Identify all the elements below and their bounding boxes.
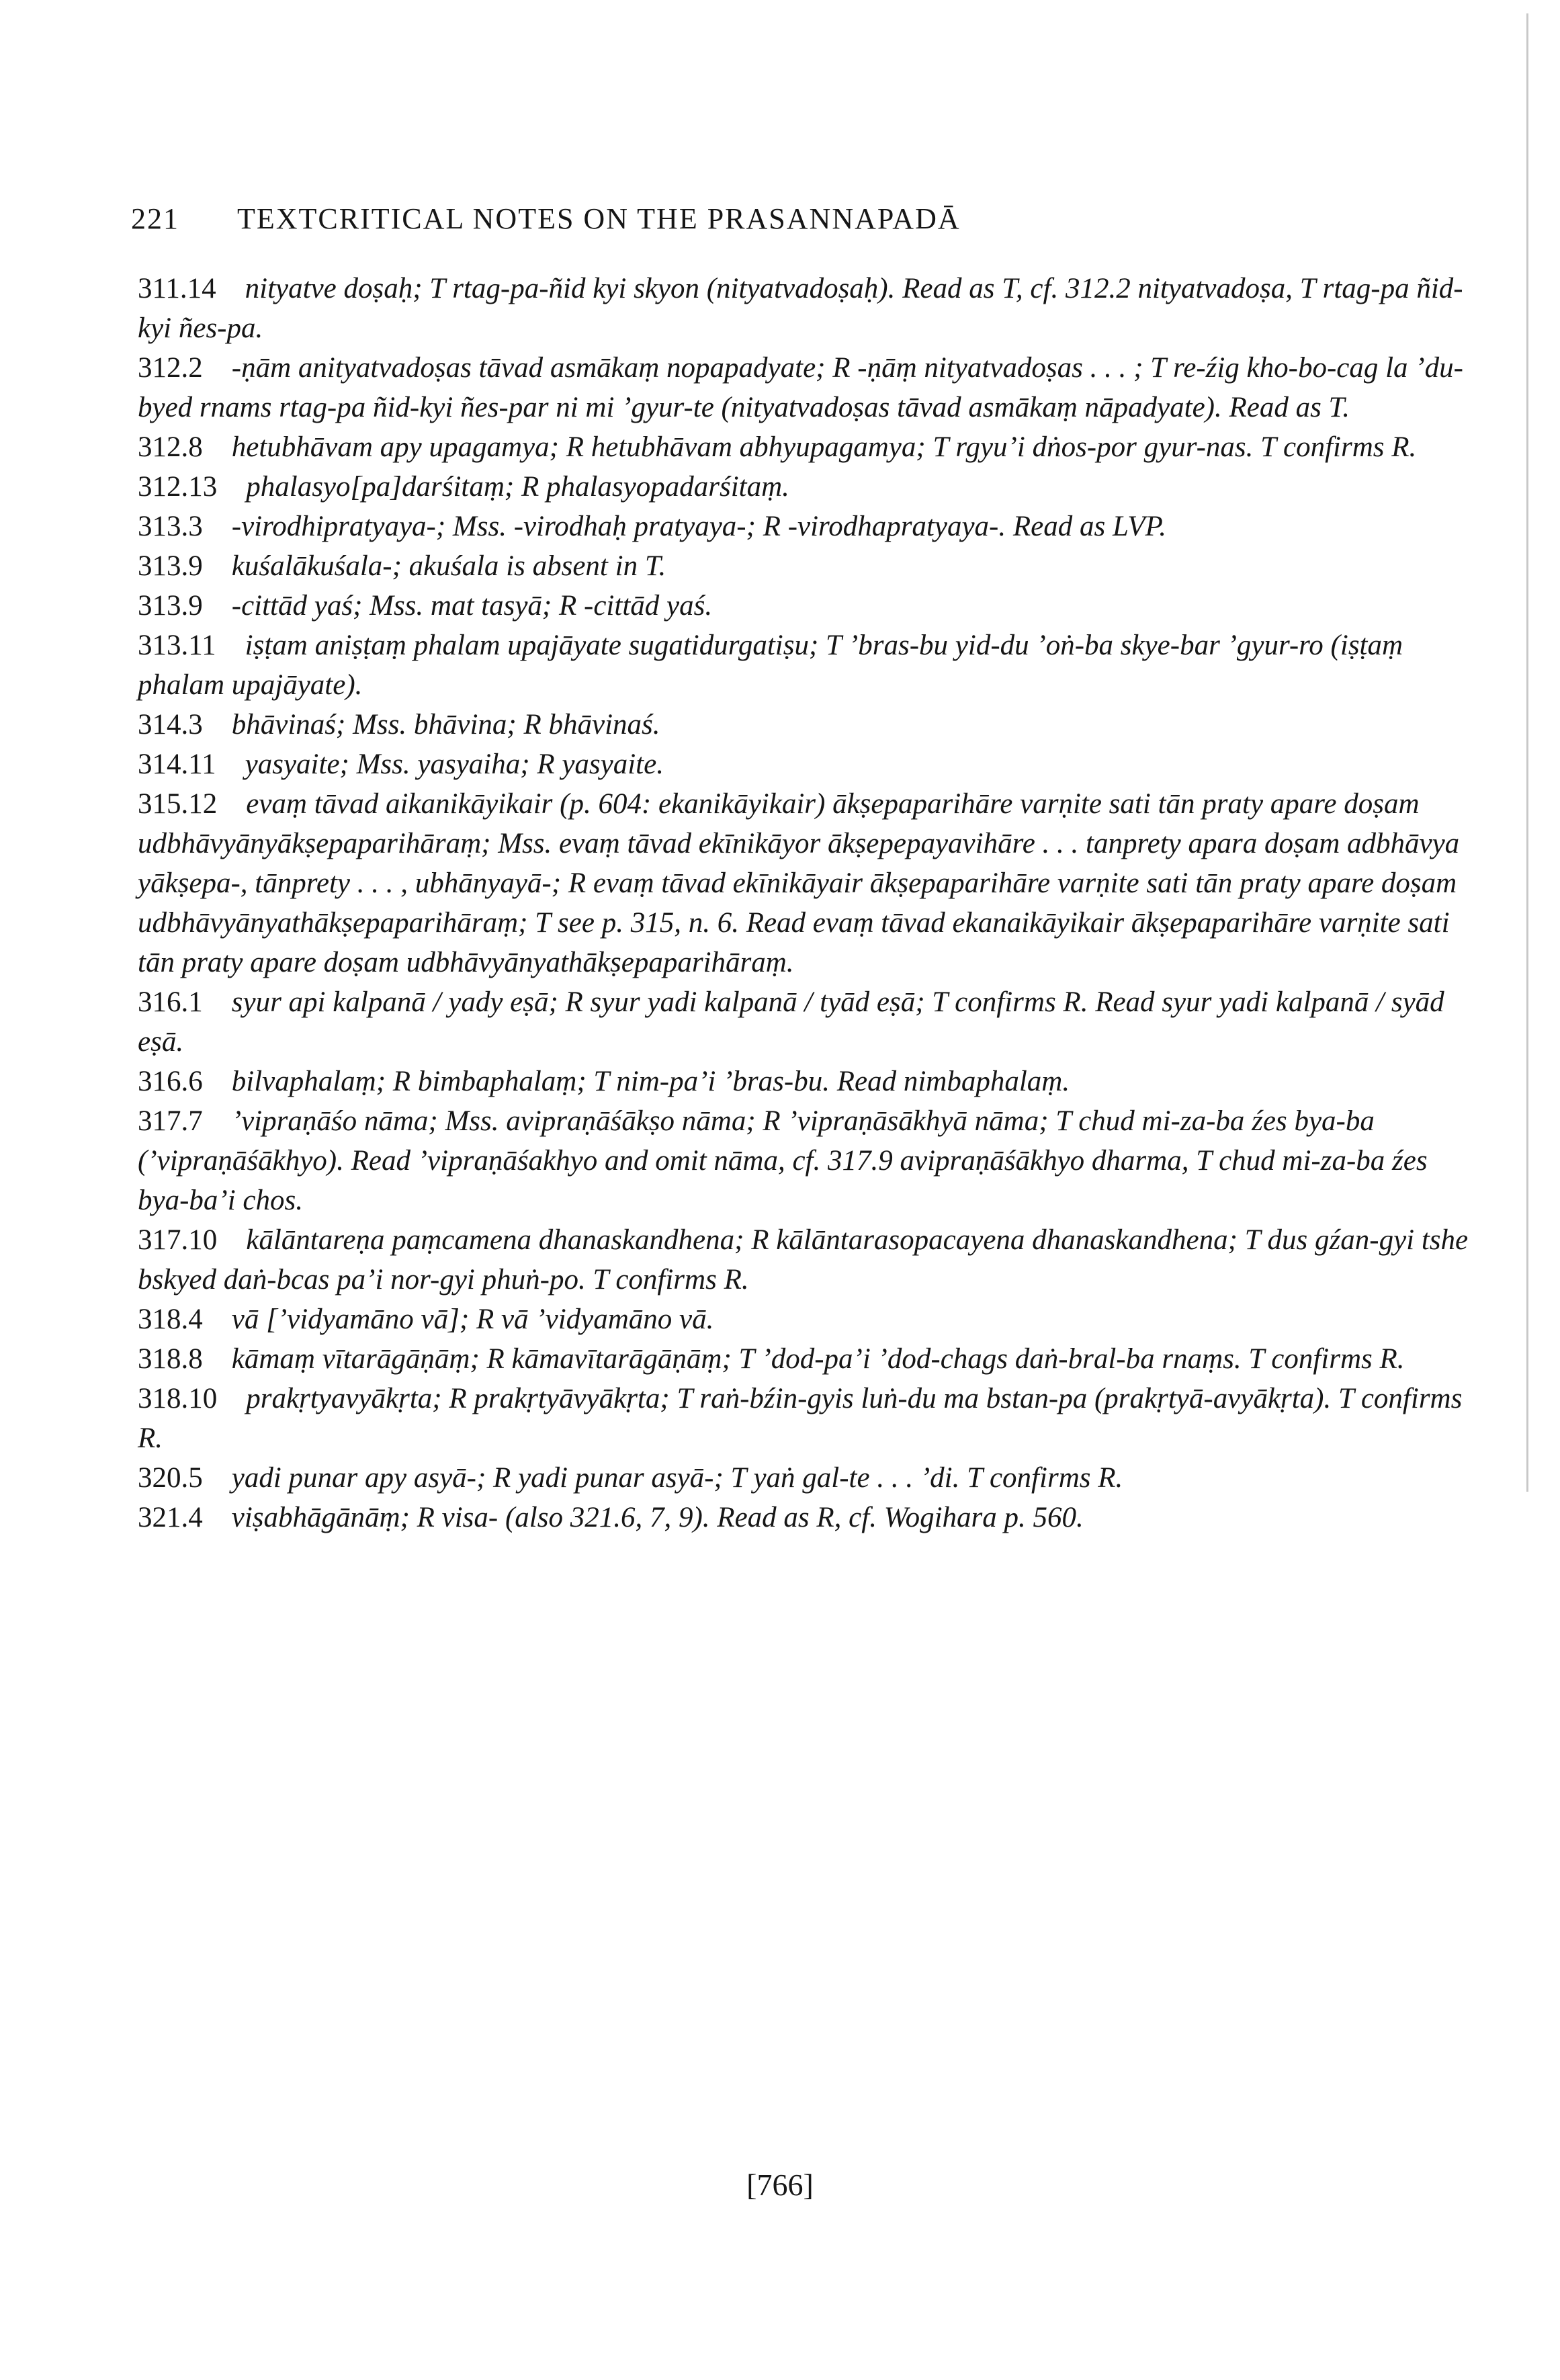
note-location: 312.8	[138, 431, 203, 463]
note-text: hetubhāvam apy upagamya; R hetubhāvam abhyupagamya; T rgyu’i dṅos-por gyur-nas. T confirms R.	[231, 431, 1417, 463]
note-location: 313.11	[138, 630, 216, 661]
note-location: 314.3	[138, 709, 203, 740]
note-text: syur api kalpanā / yady eṣā; R syur yadi kalpanā / tyād eṣā; T confirms R. Read syur yadi kalpanā / syād eṣā.	[138, 986, 1444, 1058]
note-location: 312.13	[138, 471, 218, 503]
note-location: 317.10	[138, 1224, 218, 1256]
scan-edge-line	[1526, 13, 1528, 1492]
note-entry	[138, 626, 1475, 705]
note-location: 313.3	[138, 511, 203, 542]
note-text: -cittād yaś; Mss. mat tasyā; R -cittād yaś.	[231, 590, 713, 622]
note-text: phalasyo[pa]darśitaṃ; R phalasyopadarśitaṃ.	[246, 471, 789, 503]
note-location: 321.4	[138, 1502, 203, 1533]
note-text: iṣṭam aniṣṭaṃ phalam upajāyate sugatidurgatiṣu; T ’bras-bu yid-du ’oṅ-ba skye-bar ’gyur-ro (iṣṭaṃ phalam upajāyate).	[138, 630, 1403, 701]
note-text: evaṃ tāvad aikanikāyikair (p. 604: ekanikāyikair) ākṣepaparihāre varṇite sati tān praty apare doṣam udbhāvyānyākṣepaparihāraṃ; Mss. evaṃ tāvad ekīnikāyor ākṣepepayavihāre . . . tanprety apara doṣam adbhāvya yākṣepa-, tānprety . . . , ubhānyayā-; R evaṃ tāvad ekīnikāyair ākṣepaparihāre varṇite sati tān praty apare doṣam udbhāvyānyathākṣepaparihāraṃ; T see p. 315, n. 6. Read evaṃ tāvad ekanaikāyikair ākṣepaparihāre varṇite sati tān praty apare doṣam udbhāvyānyathākṣepaparihāraṃ.	[138, 788, 1460, 978]
note-entry	[138, 467, 1475, 507]
note-entry	[138, 546, 1475, 586]
note-location: 316.1	[138, 986, 203, 1018]
note-location: 315.12	[138, 788, 218, 820]
page-number: 221	[131, 202, 179, 235]
note-text: bhāvinaś; Mss. bhāvina; R bhāvinaś.	[231, 709, 660, 740]
note-location: 311.14	[138, 273, 216, 304]
note-entry	[138, 745, 1475, 784]
note-entry	[138, 705, 1475, 745]
note-entry	[138, 1220, 1475, 1300]
note-entry	[138, 1339, 1475, 1379]
note-text: yadi punar apy asyā-; R yadi punar asyā-; T yaṅ gal-te . . . ’di. T confirms R.	[231, 1462, 1123, 1494]
note-text: prakṛtyavyākṛta; R prakṛtyāvyākṛta; T raṅ-bźin-gyis luṅ-du ma bstan-pa (prakṛtyā-avyākṛta). T confirms R.	[138, 1383, 1463, 1454]
note-entry	[138, 586, 1475, 626]
note-text: nityatve doṣaḥ; T rtag-pa-ñid kyi skyon (nityatvadoṣaḥ). Read as T, cf. 312.2 nityatvadoṣa, T rtag-pa ñid-kyi ñes-pa.	[138, 273, 1463, 344]
note-entry	[138, 982, 1475, 1062]
note-text: -virodhipratyaya-; Mss. -virodhaḥ pratyaya-; R -virodhapratyaya-. Read as LVP.	[231, 511, 1167, 542]
note-location: 312.2	[138, 352, 203, 384]
note-location: 314.11	[138, 749, 216, 780]
note-entry	[138, 1458, 1475, 1498]
running-title: TEXTCRITICAL NOTES ON THE PRASANNAPADĀ	[237, 202, 961, 235]
note-text: ’vipraṇāśo nāma; Mss. avipraṇāśākṣo nāma; R ’vipraṇāsākhyā nāma; T chud mi-za-ba źes bya-ba (’vipraṇāśākhyo). Read ’vipraṇāśakhyo and omit nāma, cf. 317.9 avipraṇāśākhyo dharma, T chud mi-za-ba źes bya-ba’i chos.	[138, 1105, 1428, 1216]
note-text: yasyaite; Mss. yasyaiha; R yasyaite.	[245, 749, 664, 780]
note-text: bilvaphalaṃ; R bimbaphalaṃ; T nim-pa’i ’bras-bu. Read nimbaphalaṃ.	[231, 1066, 1070, 1097]
notes-body	[138, 269, 1475, 1537]
note-location: 316.6	[138, 1066, 203, 1097]
note-location: 318.10	[138, 1383, 218, 1414]
note-location: 318.8	[138, 1343, 203, 1375]
note-entry	[138, 1062, 1475, 1101]
note-entry	[138, 1300, 1475, 1339]
note-location: 313.9	[138, 550, 203, 582]
note-text: kuśalākuśala-; akuśala is absent in T.	[231, 550, 666, 582]
note-text: vā [’vidyamāno vā]; R vā ’vidyamāno vā.	[231, 1304, 714, 1335]
note-entry	[138, 427, 1475, 467]
note-text: -ṇām anityatvadoṣas tāvad asmākaṃ nopapadyate; R -ṇāṃ nityatvadoṣas . . . ; T re-źig kho-bo-cag la ’du-byed rnams rtag-pa ñid-kyi ñes-par ni mi ’gyur-te (nityatvadoṣas tāvad asmākaṃ nāpadyate). Read as T.	[138, 352, 1463, 423]
note-entry	[138, 1498, 1475, 1537]
folio-number: [766]	[746, 2168, 814, 2202]
note-entry	[138, 269, 1475, 348]
note-entry	[138, 348, 1475, 427]
note-location: 320.5	[138, 1462, 203, 1494]
note-text: viṣabhāgānāṃ; R visa- (also 321.6, 7, 9). Read as R, cf. Wogihara p. 560.	[231, 1502, 1084, 1533]
running-header	[131, 202, 1407, 255]
note-entry	[138, 507, 1475, 546]
note-text: kālāntareṇa paṃcamena dhanaskandhena; R kālāntarasopacayena dhanaskandhena; T dus gźan-gyi tshe bskyed daṅ-bcas pa’i nor-gyi phuṅ-po. T confirms R.	[138, 1224, 1469, 1295]
note-location: 317.7	[138, 1105, 203, 1137]
note-entry	[138, 784, 1475, 982]
note-location: 318.4	[138, 1304, 203, 1335]
note-location: 313.9	[138, 590, 203, 622]
note-text: kāmaṃ vītarāgāṇāṃ; R kāmavītarāgāṇāṃ; T ’dod-pa’i ’dod-chags daṅ-bral-ba rnaṃs. T confirms R.	[231, 1343, 1405, 1375]
note-entry	[138, 1379, 1475, 1458]
note-entry	[138, 1101, 1475, 1220]
